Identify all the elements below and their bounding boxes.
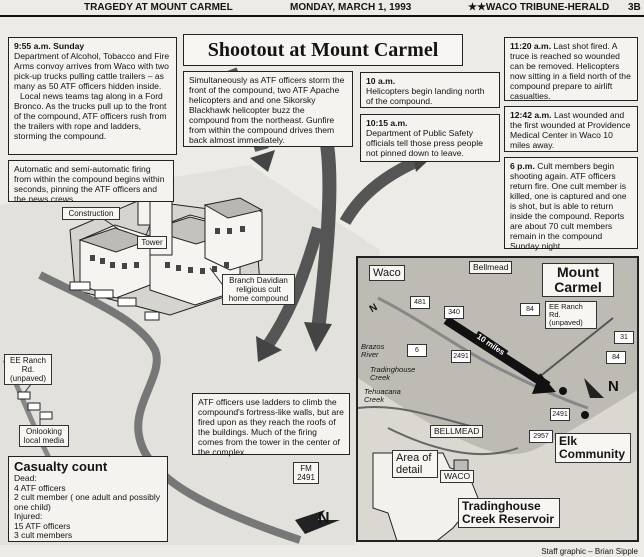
fm-road-label: FM 2491: [293, 462, 319, 484]
t1015-text: Department of Public Safety officials tell those press people not pinned down to leave.: [366, 128, 483, 158]
t1120-text: Last shot fired. A truce is reached so wounded can be removed. Helicopters now sitting in a field north of the compound prepare to airlift casualties.: [510, 41, 631, 101]
paper-name: ★★WACO TRIBUNE-HERALD: [468, 2, 610, 13]
map-shield-31: 31: [614, 331, 634, 344]
news-text: Local news teams tag along in a Ford Bronco. As the trucks pull up to the front of the compound, ATF officers rush from the trailers with rope and ladders, storming the compound.: [14, 91, 167, 141]
ee-ranch-label: EE Ranch Rd. (unpaved): [4, 354, 52, 385]
timeline-panel-1242am: [504, 106, 638, 152]
timeline-panel-10am: [360, 72, 500, 108]
map-area-detail-label: Area of detail: [392, 450, 438, 478]
header-date: MONDAY, MARCH 1, 1993: [290, 2, 412, 13]
tower-label: Tower: [137, 236, 167, 249]
firing-text: Automatic and semi-automatic firing from within the compound begins within seconds, pinning the ATF officers and the news crews.: [14, 164, 165, 204]
map-ee-ranch-label: EE Ranch Rd. (unpaved): [545, 301, 597, 329]
map-bellmead-lower-label: BELLMEAD: [430, 425, 483, 438]
t10-time: 10 a.m.: [366, 76, 396, 86]
timeline-panel-1015am: [360, 114, 500, 162]
dead-cult: 2 cult member ( one adult and possibly one child): [14, 492, 160, 512]
firing-panel: [8, 160, 174, 202]
t1015-time: 10:15 a.m.: [366, 118, 408, 128]
map-elk-label: Elk Community: [555, 433, 631, 463]
map-shield-481: 481: [410, 296, 430, 309]
t10-text: Helicopters begin landing north of the compound.: [366, 86, 485, 106]
map-shield-6: 6: [407, 344, 427, 357]
graphic-title: Shootout at Mount Carmel: [183, 34, 463, 66]
map-reservoir-label: Tradinghouse Creek Reservoir: [458, 498, 560, 528]
section-title: TRAGEDY AT MOUNT CARMEL: [84, 2, 233, 13]
onlooking-media-label: Onlooking local media: [19, 425, 69, 447]
map-tradinghouse-label: Tradinghouse Creek: [370, 365, 416, 382]
injured-cult: 3 cult members: [14, 530, 73, 540]
t1242-time: 12:42 a.m.: [510, 110, 552, 120]
map-brazos-label: Brazos River: [361, 342, 385, 359]
map-shield-2491a: 2491: [451, 350, 471, 363]
map-shield-2491b: 2491: [550, 408, 570, 421]
map-shield-2957: 2957: [529, 430, 553, 443]
map-waco-lower-label: WACO: [440, 470, 474, 483]
ladder-text: ATF officers use ladders to climb the compound's fortress-like walls, but are fired upon as they reach the roofs of the buildings. Much of the firing comes from the tower in the center of the complex.: [198, 397, 344, 457]
dead-atf: 4 ATF officers: [14, 482, 66, 493]
injured-atf: 15 ATF officers: [14, 520, 71, 531]
map-mount-carmel-label: Mount Carmel: [542, 263, 614, 297]
t1120-time: 11:20 a.m.: [510, 41, 552, 51]
compound-label: Branch Davidian religious cult home compound: [222, 274, 295, 305]
casualty-title: Casualty count: [14, 459, 108, 474]
map-distance-label: 10 miles: [475, 331, 507, 358]
map-shield-340: 340: [444, 306, 464, 319]
staff-credit: Staff graphic – Brian Sipple: [541, 547, 638, 556]
map-waco-label: Waco: [369, 265, 405, 281]
casualty-count-panel: [8, 456, 168, 542]
map-shield-84a: 84: [520, 303, 540, 316]
dead-label: Dead:: [14, 473, 37, 483]
timeline-panel-6pm: [504, 157, 638, 249]
injured-label: Injured:: [14, 511, 43, 521]
compass-north-label: N: [318, 510, 330, 527]
storm-text: Simultaneously as ATF officers storm the front of the compound, two ATF Apache helicopters and and one Sikorsky Blackhawk helicopter buzz the compound from the northeast. Gunfire from within the compound drives them back almost immediately.: [189, 75, 345, 145]
locator-map: [356, 256, 639, 542]
map-north-label-small: N: [367, 301, 380, 316]
morning-time: 9:55 a.m. Sunday: [14, 41, 85, 51]
timeline-panel-1120am: [504, 37, 638, 101]
map-tehuacana-label: Tehuacana Creek: [364, 387, 401, 404]
map-bellmead-label: Bellmead: [469, 261, 512, 274]
timeline-panel-morning: [8, 37, 177, 155]
t6-time: 6 p.m.: [510, 161, 535, 171]
map-north-label: N: [608, 378, 619, 395]
page-number: 3B: [628, 2, 641, 13]
ladder-panel: [192, 393, 350, 455]
map-shield-84b: 84: [606, 351, 626, 364]
helicopter-storm-panel: [183, 71, 353, 147]
t6-text: Cult members begin shooting again. ATF officers return fire. One cult member is killed, one is captured and one is shot, but is able to return inside the compound. Reports are about 70 cult members remain in the compound Sunday night.: [510, 161, 627, 251]
morning-text: Department of Alcohol, Tobacco and Fire Arms convoy arrives from Waco with two pick-up trucks pulling cattle trailers – as many as 50 ATF officers hidden inside.: [14, 51, 170, 91]
construction-label: Construction: [62, 207, 120, 220]
t1242-text: Last wounded and the first wounded at Providence Medical Center in Waco 10 miles away.: [510, 110, 631, 150]
